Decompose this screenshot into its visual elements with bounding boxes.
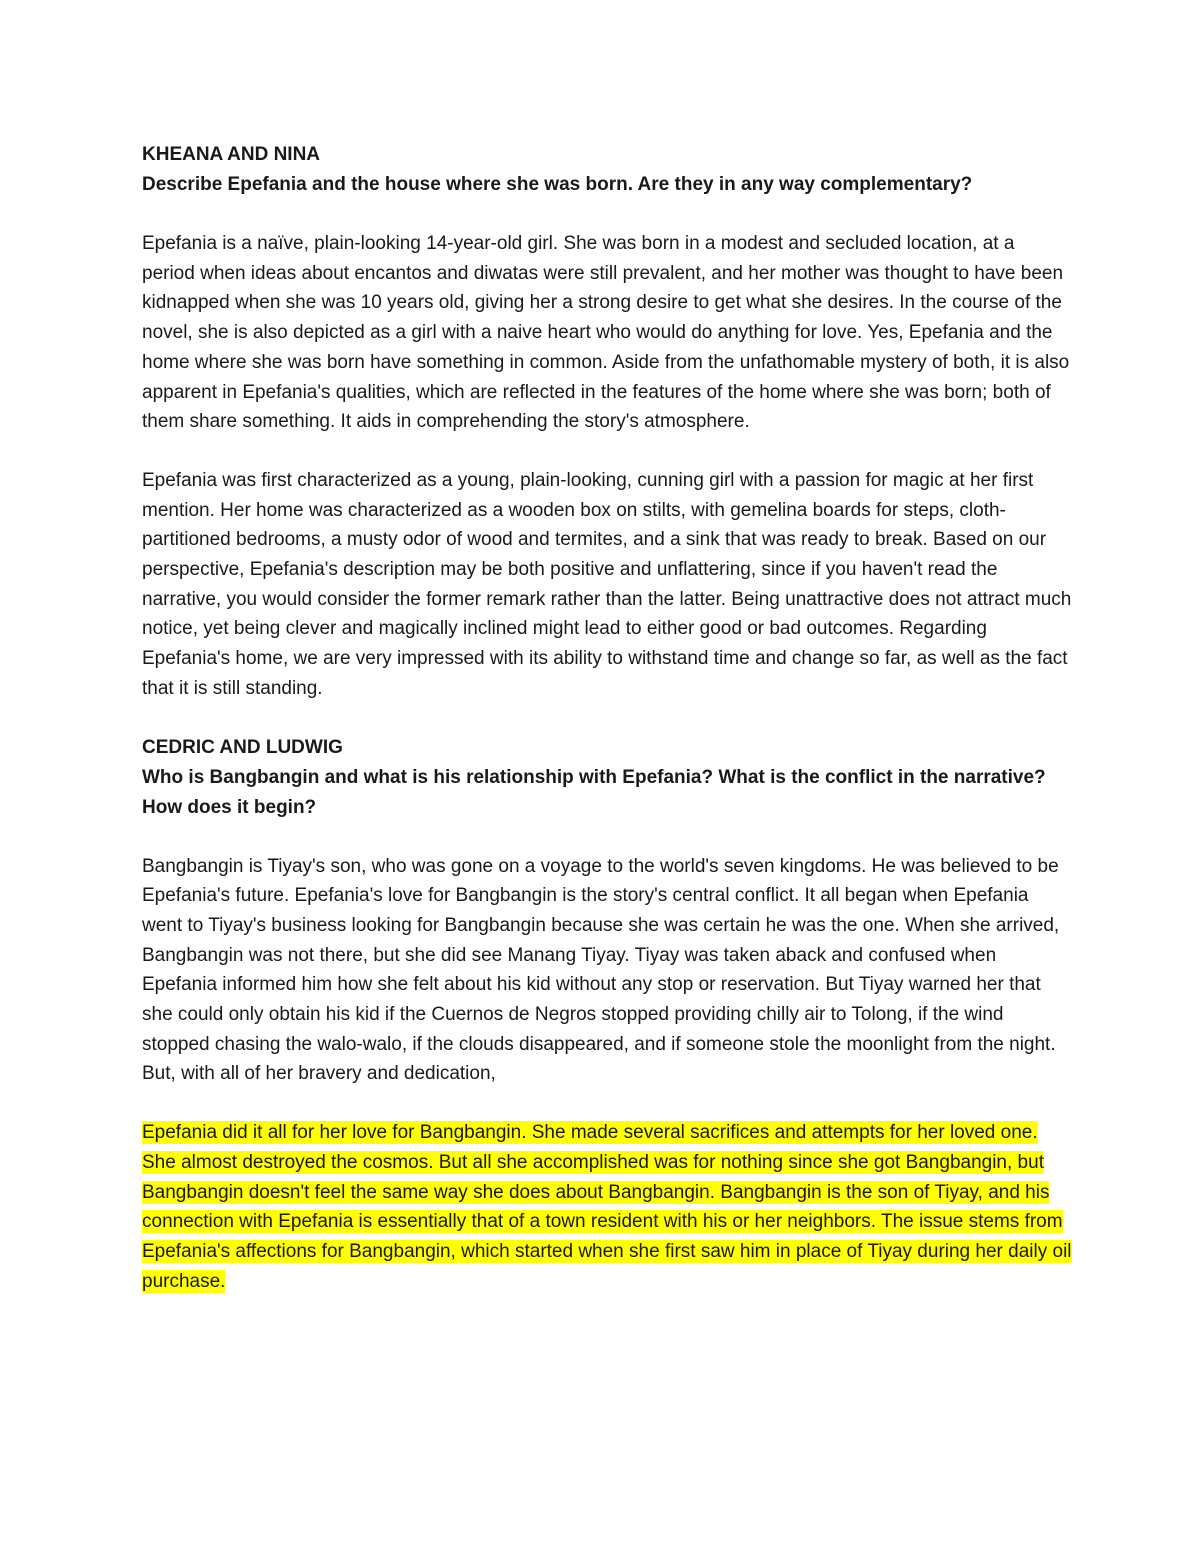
section-cedric-and-ludwig	[142, 733, 1072, 1297]
highlighted-paragraph	[142, 1118, 1072, 1296]
paragraph: Epefania is a naïve, plain-looking 14-year-old girl. She was born in a modest and secluded location, at a period when ideas about encantos and diwatas were still prevalent, and her mother was thought to have been kidnapped when she was 10 years old, giving her a strong desire to get what she desires. In the course of the novel, she is also depicted as a girl with a naive heart who would do anything for love. Yes, Epefania and the home where she was born have something in common. Aside from the unfathomable mystery of both, it is also apparent in Epefania's qualities, which are reflected in the features of the home where she was born; both of them share something. It aids in comprehending the story's atmosphere.	[142, 233, 1070, 433]
paragraph: Epefania was first characterized as a young, plain-looking, cunning girl with a passion for magic at her first mention. Her home was characterized as a wooden box on stilts, with gemelina boards for steps, cloth-partitioned bedrooms, a musty odor of wood and termites, and a sink that was ready to break. Based on our perspective, Epefania's description may be both positive and unflattering, since if you haven't read the narrative, you would consider the former remark rather than the latter. Being unattractive does not attract much notice, yet being clever and magically inclined might lead to either good or bad outcomes. Regarding Epefania's home, we are very impressed with its ability to withstand time and change so far, as well as the fact that it is still standing.	[142, 469, 1072, 699]
paragraph: Bangbangin is Tiyay's son, who was gone on a voyage to the world's seven kingdoms. He was believed to be Epefania's future. Epefania's love for Bangbangin is the story's central conflict. It all began when Epefania went to Tiyay's business looking for Bangbangin because she was certain he was the one. When she arrived, Bangbangin was not there, but she did see Manang Tiyay. Tiyay was taken aback and confused when Epefania informed him how she felt about his kid without any stop or reservation. But Tiyay warned her that she could only obtain his kid if the Cuernos de Negros stopped providing chilly air to Tolong, if the wind stopped chasing the walo-walo, if the clouds disappeared, and if someone stole the moonlight from the night. But, with all of her bravery and dedication,	[142, 855, 1060, 1085]
highlighted-text: Epefania did it all for her love for Bangbangin. She made several sacrifices and attempts for her loved one. She almost destroyed the cosmos. But all she accomplished was for nothing since she got Bangbangin, but Bangbangin doesn't feel the same way she does about Bangbangin. Bangbangin is the son of Tiyay, and his connection with Epefania is essentially that of a town resident with his or her neighbors. The issue stems from Epefania's affections for Bangbangin, which started when she first saw him in place of Tiyay during her daily oil purchase.	[142, 1122, 1072, 1292]
section-title: KHEANA AND NINA	[142, 144, 321, 165]
section-title: CEDRIC AND LUDWIG	[142, 736, 343, 758]
section-question: Who is Bangbangin and what is his relationship with Epefania? What is the conflict in the narrative? How does it begin?	[142, 766, 1046, 818]
section-question: Describe Epefania and the house where she was born. Are they in any way complementary?	[142, 174, 973, 195]
section-kheana-and-nina	[142, 140, 1072, 704]
document-page	[142, 140, 1072, 1325]
